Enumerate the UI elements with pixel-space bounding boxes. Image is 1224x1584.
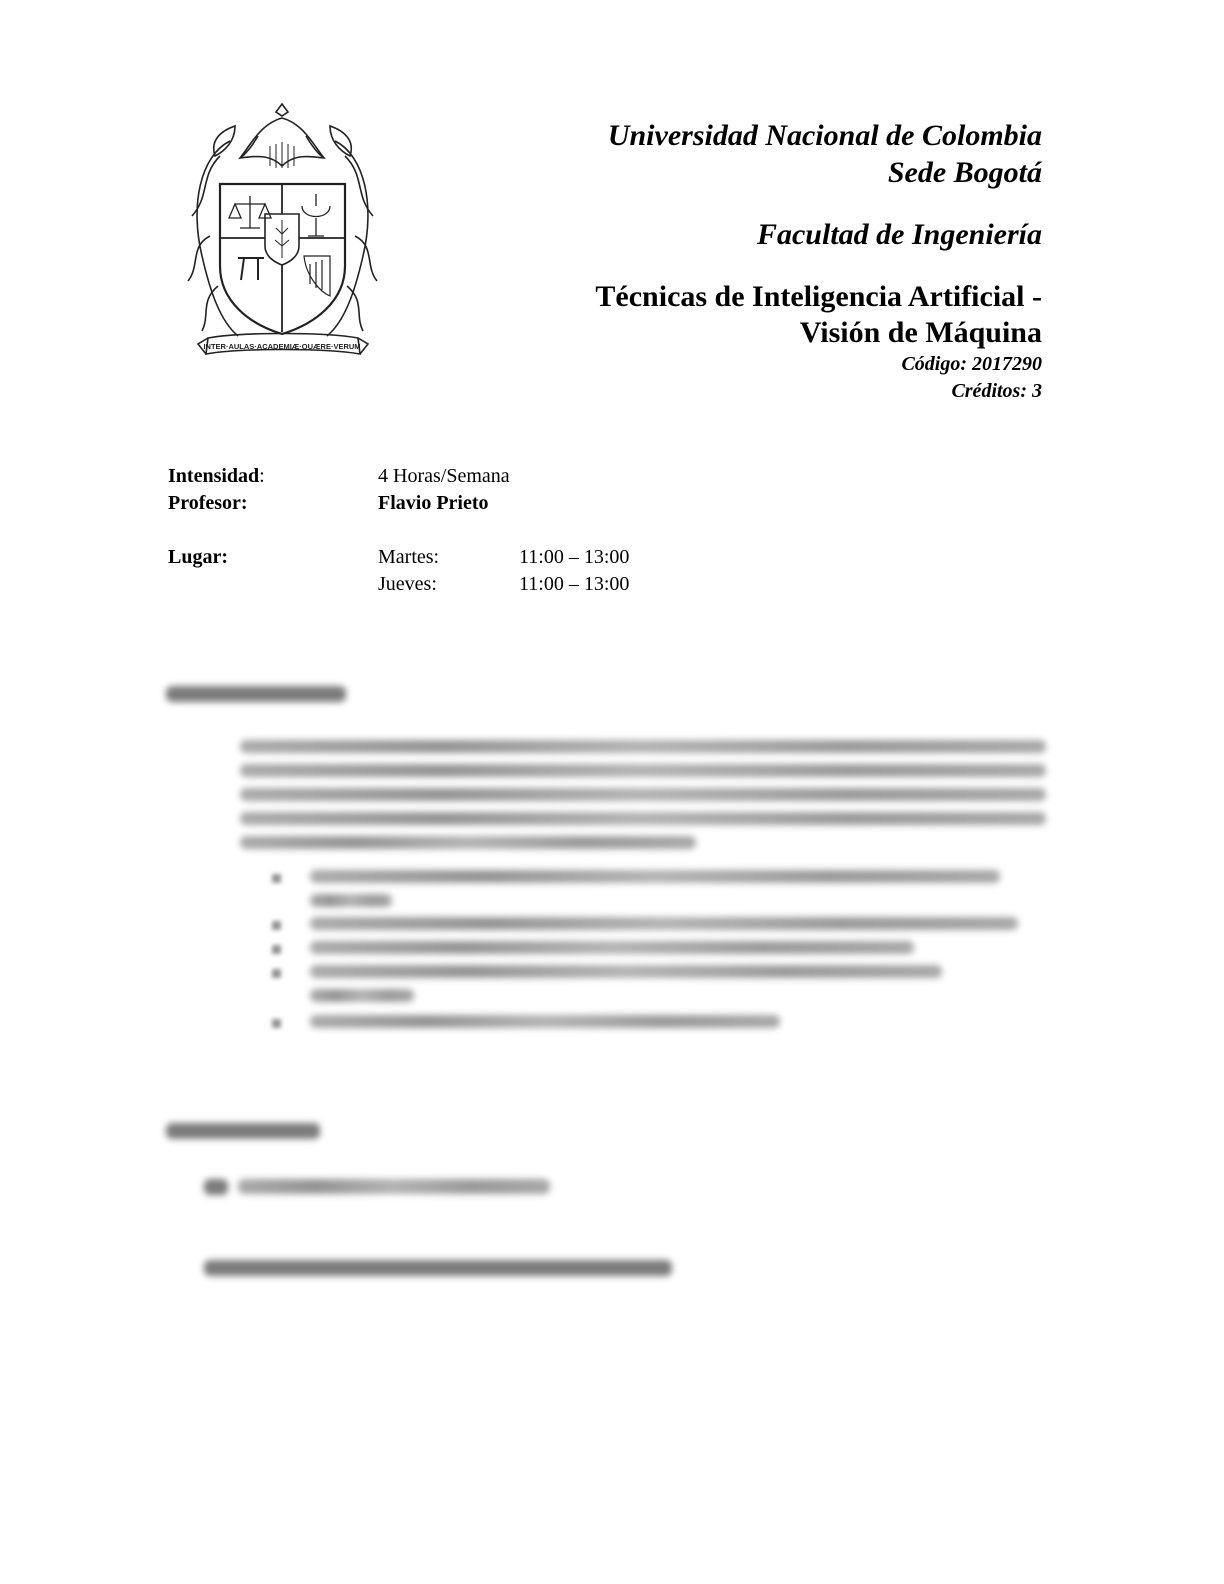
course-title-line2: Visión de Máquina	[799, 316, 1042, 349]
blurred-text-line	[310, 989, 414, 1002]
blurred-heading	[166, 686, 346, 702]
schedule-day: Jueves:	[378, 573, 437, 595]
university-crest-logo	[180, 96, 385, 366]
blurred-text-line	[310, 894, 392, 907]
blurred-bullet	[272, 969, 281, 978]
schedule-time: 11:00 – 13:00	[519, 546, 630, 568]
blurred-bullet	[272, 945, 281, 954]
blurred-bullet	[272, 1019, 281, 1028]
course-title-line1: Técnicas de Inteligencia Artificial -	[595, 280, 1042, 313]
university-name: Universidad Nacional de Colombia	[607, 119, 1042, 152]
faculty-name: Facultad de Ingeniería	[756, 218, 1042, 251]
blurred-text-line	[310, 965, 942, 978]
intensity-value: 4 Horas/Semana	[378, 465, 510, 487]
document-header	[595, 117, 1042, 405]
schedule-time: 11:00 – 13:00	[519, 573, 630, 595]
blurred-subheading	[204, 1260, 672, 1276]
professor-label: Profesor:	[168, 492, 248, 514]
course-credits: Créditos: 3	[951, 380, 1042, 402]
professor-value: Flavio Prieto	[378, 492, 489, 514]
campus-name: Sede Bogotá	[887, 156, 1042, 189]
place-label: Lugar:	[168, 546, 228, 568]
intensity-colon: :	[259, 465, 265, 487]
intensity-label-wrap	[168, 463, 265, 490]
blurred-text-line	[240, 812, 1046, 825]
blurred-bullet	[272, 921, 281, 930]
crest-motto: INTER·AULAS·ACADEMIÆ·QUÆRE·VERUM	[203, 342, 361, 351]
blurred-text-line	[238, 1179, 550, 1194]
blurred-text-line	[240, 836, 696, 849]
intensity-label: Intensidad	[168, 465, 260, 487]
blurred-text-line	[240, 740, 1046, 753]
blurred-text-line	[240, 788, 1046, 801]
blurred-bullet	[272, 874, 281, 883]
schedule-day: Martes:	[378, 546, 440, 568]
blurred-text-line	[310, 917, 1018, 930]
course-code: Código: 2017290	[901, 353, 1042, 375]
blurred-list-number	[204, 1179, 228, 1195]
blurred-text-line	[310, 870, 1000, 883]
blurred-text-line	[310, 1015, 780, 1028]
blurred-text-line	[240, 764, 1046, 777]
blurred-heading	[166, 1123, 320, 1139]
blurred-text-line	[310, 941, 914, 954]
